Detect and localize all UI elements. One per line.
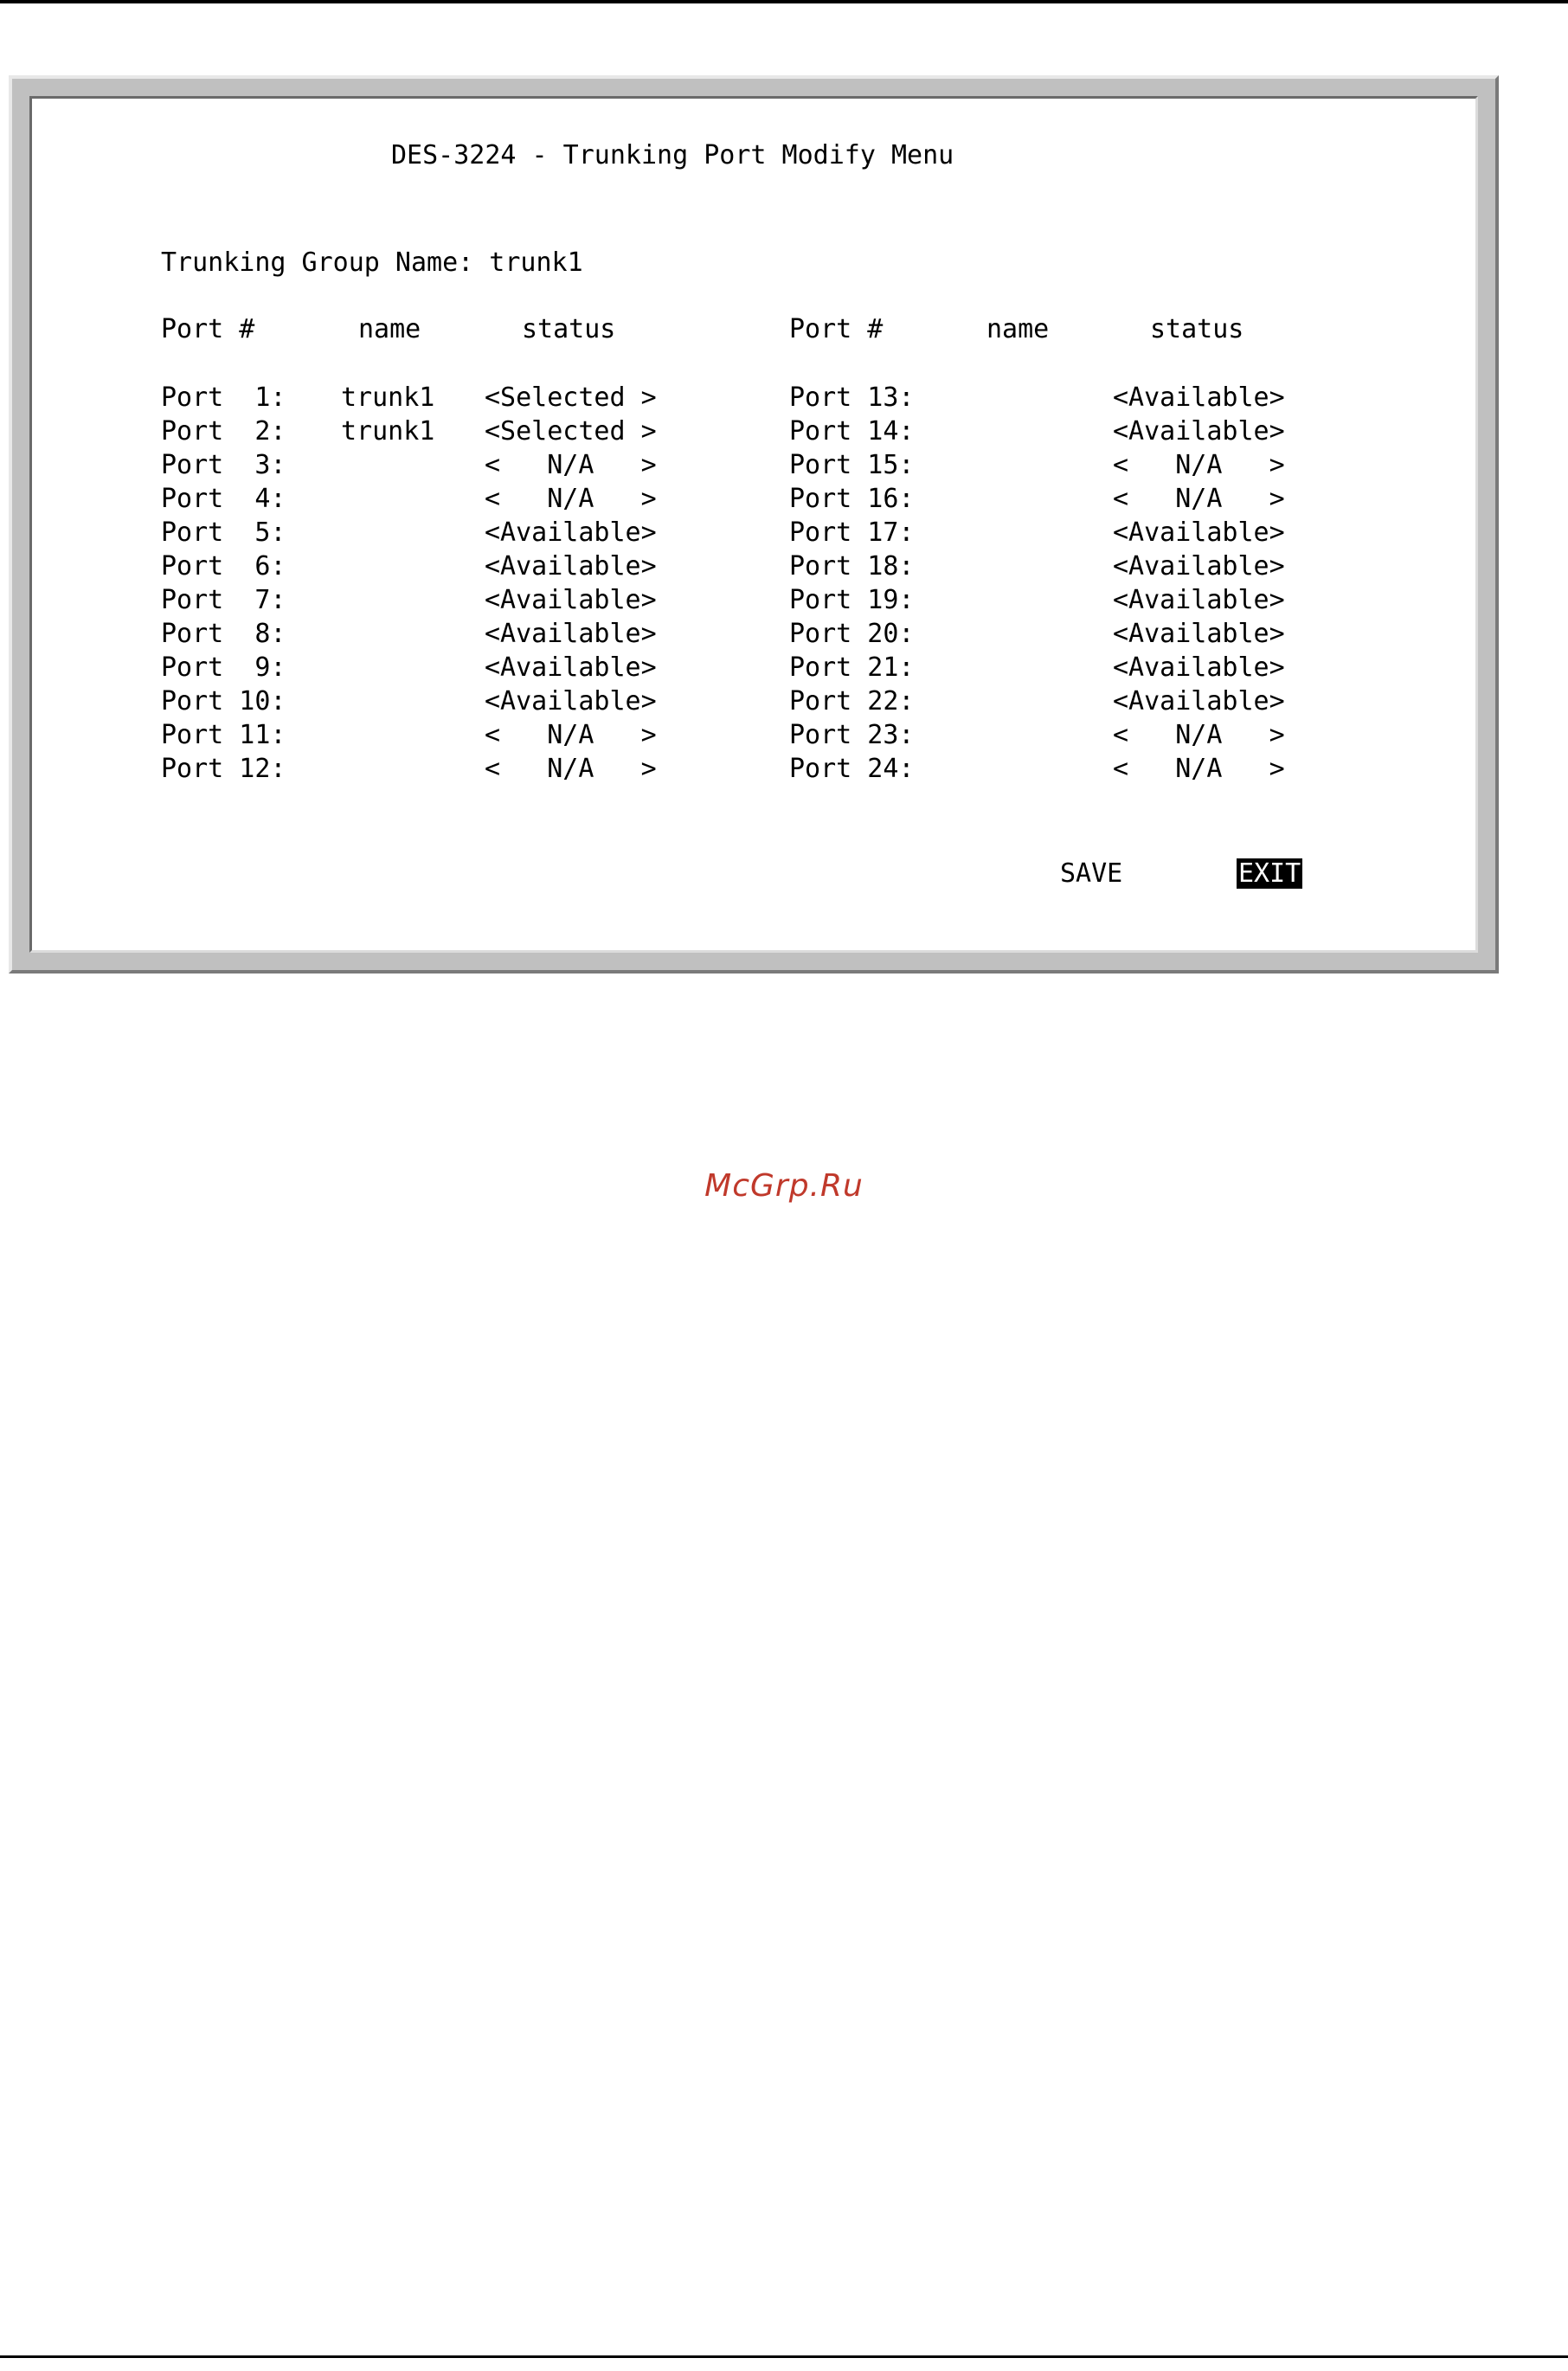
page-bottom-rule — [0, 2355, 1568, 2358]
left-port-label: Port 8: — [161, 619, 286, 649]
left-port-label: Port 11: — [161, 720, 286, 750]
right-port-status-toggle[interactable]: <Available> — [1113, 686, 1285, 716]
right-port-status-toggle[interactable]: <Available> — [1113, 551, 1285, 582]
left-port-name: trunk1 — [341, 382, 435, 413]
trunking-group-name — [161, 247, 583, 279]
left-port-label: Port 7: — [161, 585, 286, 615]
right-port-status-toggle[interactable]: < N/A > — [1113, 450, 1285, 480]
left-port-status-toggle[interactable]: < N/A > — [485, 720, 657, 750]
right-port-status-toggle[interactable]: < N/A > — [1113, 754, 1285, 784]
left-port-label: Port 2: — [161, 416, 286, 447]
right-port-label: Port 24: — [789, 754, 915, 784]
left-port-status-toggle[interactable]: <Selected > — [485, 416, 657, 447]
right-port-label: Port 13: — [789, 382, 915, 413]
left-port-status-toggle[interactable]: <Available> — [485, 686, 657, 716]
right-port-label: Port 16: — [789, 484, 915, 514]
left-header-status: status — [522, 314, 616, 344]
left-port-status-toggle[interactable]: <Available> — [485, 619, 657, 649]
right-port-status-toggle[interactable]: < N/A > — [1113, 484, 1285, 514]
right-port-status-toggle[interactable]: < N/A > — [1113, 720, 1285, 750]
left-header-port: Port # — [161, 314, 255, 344]
page-top-rule — [0, 0, 1568, 3]
watermark: McGrp.Ru — [704, 1168, 864, 1204]
left-port-label: Port 10: — [161, 686, 286, 716]
right-port-label: Port 21: — [789, 652, 915, 683]
left-port-status-toggle[interactable]: < N/A > — [485, 450, 657, 480]
right-port-label: Port 20: — [789, 619, 915, 649]
right-port-status-toggle[interactable]: <Available> — [1113, 382, 1285, 413]
right-header-status: status — [1150, 314, 1244, 344]
left-port-label: Port 1: — [161, 382, 286, 413]
right-port-status-toggle[interactable]: <Available> — [1113, 585, 1285, 615]
exit-button-label: EXIT — [1238, 858, 1301, 889]
left-port-label: Port 6: — [161, 551, 286, 582]
save-button[interactable]: SAVE — [1060, 858, 1123, 889]
menu-title: DES-3224 - Trunking Port Modify Menu — [391, 140, 954, 170]
exit-button[interactable] — [1237, 858, 1302, 890]
left-port-label: Port 12: — [161, 754, 286, 784]
left-port-status-toggle[interactable]: <Available> — [485, 517, 657, 548]
right-header-port: Port # — [789, 314, 884, 344]
left-port-status-toggle[interactable]: < N/A > — [485, 484, 657, 514]
right-port-label: Port 22: — [789, 686, 915, 716]
right-port-label: Port 23: — [789, 720, 915, 750]
right-port-label: Port 19: — [789, 585, 915, 615]
right-port-label: Port 14: — [789, 416, 915, 447]
right-port-label: Port 18: — [789, 551, 915, 582]
left-port-status-toggle[interactable]: < N/A > — [485, 754, 657, 784]
left-port-status-toggle[interactable]: <Available> — [485, 551, 657, 582]
left-port-status-toggle[interactable]: <Available> — [485, 652, 657, 683]
right-port-label: Port 15: — [789, 450, 915, 480]
right-header-name: name — [986, 314, 1050, 344]
left-port-name: trunk1 — [341, 416, 435, 447]
trunking-group-value[interactable]: trunk1 — [489, 247, 583, 278]
right-port-status-toggle[interactable]: <Available> — [1113, 517, 1285, 548]
left-port-status-toggle[interactable]: <Available> — [485, 585, 657, 615]
right-port-status-toggle[interactable]: <Available> — [1113, 416, 1285, 447]
trunking-group-label: Trunking Group Name: — [161, 247, 474, 278]
right-port-status-toggle[interactable]: <Available> — [1113, 619, 1285, 649]
left-port-label: Port 5: — [161, 517, 286, 548]
right-port-status-toggle[interactable]: <Available> — [1113, 652, 1285, 683]
left-port-status-toggle[interactable]: <Selected > — [485, 382, 657, 413]
left-port-label: Port 9: — [161, 652, 286, 683]
left-header-name: name — [358, 314, 421, 344]
left-port-label: Port 3: — [161, 450, 286, 480]
left-port-label: Port 4: — [161, 484, 286, 514]
right-port-label: Port 17: — [789, 517, 915, 548]
